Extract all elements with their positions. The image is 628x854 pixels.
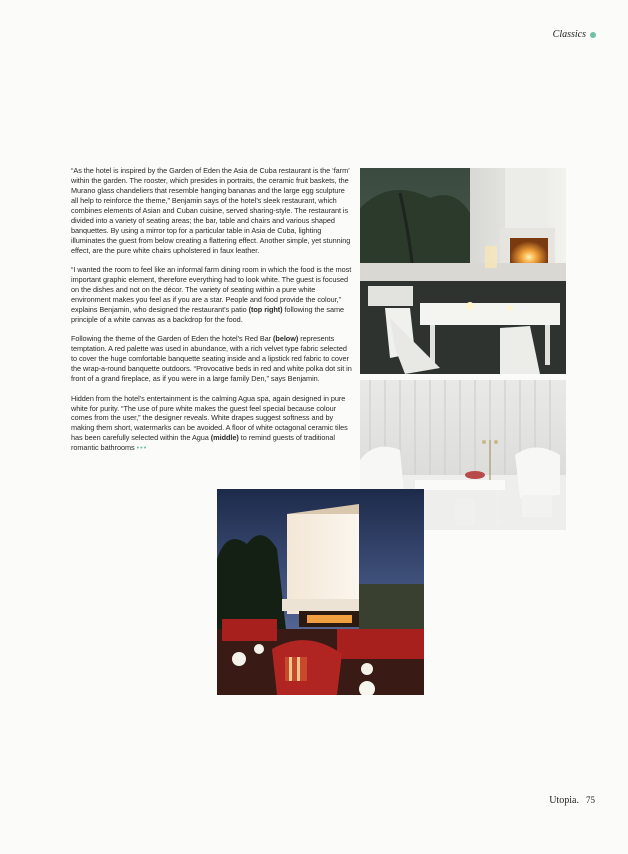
photo-red-bar <box>217 489 424 695</box>
paragraph-1: “As the hotel is inspired by the Garden of Eden the Asia de Cuba restaurant is the ‘farm’ within the garden. The rooster, which presides in portraits, the ceramic fruit baskets, the Murano glass chandeliers that resemble hanging bananas and the large egg sculpture all help to reinforce the theme,” Benjamin says of the hotel’s sleek restaurant, which combines elements of Asian and Cuban cuisine, served sharing-style. The restaurant is divided into a variety of seating areas; the bar, table and chairs and various shaped banquettes. By using a mirror top for a particular table in Asia de Cuba, lighting illuminates the guest from below creating a flattering effect. Another simple, yet stunning effect, are the pure white chairs upholstered in faux leather. <box>71 166 351 255</box>
paragraph-3: Following the theme of the Garden of Eden the hotel’s Red Bar (below) represents temptation. A red palette was used in abundance, with a rich velvet type fabric selected to cover the huge comfortable banquette seating inside and a lipstick red fabric to cover the wrap-a-round banquette outdoors. “Provocative beds in red and white polka dot sit in front of a grand fireplace, as if you were in a large family Den,” says Benjamin. <box>71 334 352 384</box>
magazine-name: Utopia. <box>549 795 579 806</box>
photo-ref-top-right: (top right) <box>248 304 283 314</box>
photo-patio-restaurant <box>360 168 566 374</box>
end-mark-icon: ••• <box>136 443 148 453</box>
page-number: 75 <box>586 795 595 805</box>
section-title: Classics <box>552 29 586 40</box>
page-footer <box>549 795 595 806</box>
paragraph-4: Hidden from the hotel’s entertainment is the calming Agua spa, again designed in pure white for purity. “The use of pure white makes the guest feel special because colour comes from the user,” the designer reveals. White drapes suggest softness and by making them short, watermarks can be avoided. A floor of white octagonal ceramic tiles has been carefully selected within the Agua (middle) to remind guests of traditional romantic bathrooms ••• <box>71 393 348 453</box>
paragraph-2: “I wanted the room to feel like an informal farm dining room in which the food is the most important graphic element, therefore everything had to look white. The guest is focused on the dishes and not on the décor. The variety of seating within a pure white environment makes you feel as if you are a star. People and food provide the colour,” explains Benjamin, who designed the restaurant’s patio (top right) following the same principle of a white canvas as a backdrop for the food. <box>71 265 352 324</box>
section-label <box>553 29 596 40</box>
article-body <box>71 166 353 463</box>
photo-ref-middle: (middle) <box>210 433 239 443</box>
accent-dot-icon <box>590 32 596 38</box>
photo-ref-below: (below) <box>273 334 299 344</box>
